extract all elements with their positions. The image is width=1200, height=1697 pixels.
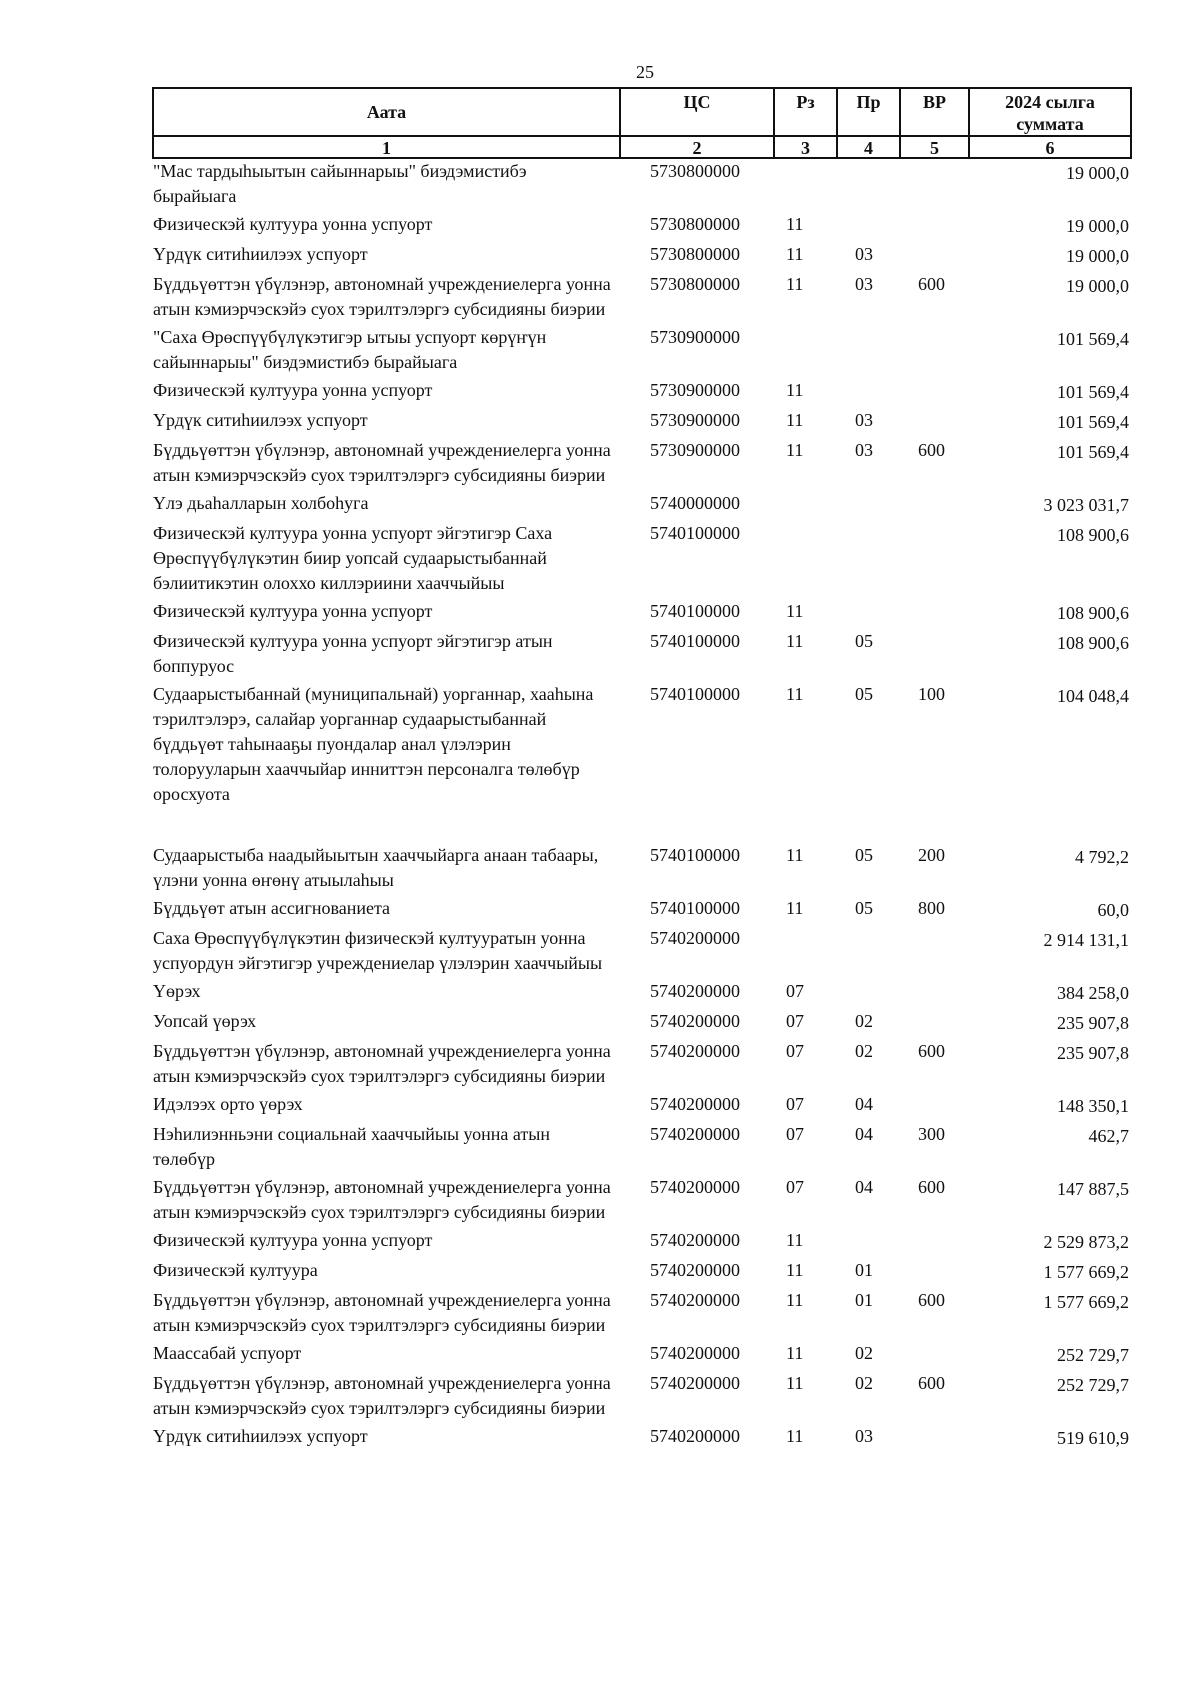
- row-pr-cell: 01: [855, 1290, 873, 1310]
- row-cs-cell: 5740200000: [650, 1373, 740, 1393]
- row-rz-cell: [774, 926, 837, 979]
- table-row: [153, 1039, 1131, 1092]
- row-cs-cell: 5740000000: [650, 493, 740, 513]
- column-number: 1: [153, 136, 620, 158]
- table-row: [153, 1175, 1131, 1228]
- row-sum-cell: 148 350,1: [1057, 1096, 1129, 1116]
- row-pr-cell: [837, 979, 900, 1009]
- table-row: [153, 521, 1131, 599]
- row-rz-cell: 11: [786, 845, 804, 865]
- row-name-cell: Физическэй култуура уонна успуорт: [153, 601, 433, 621]
- row-name-cell: Физическэй култуура: [153, 1260, 318, 1280]
- row-cs-cell: 5740200000: [650, 1343, 740, 1363]
- row-vr-cell: [900, 926, 969, 979]
- row-cs-cell: 5740100000: [650, 898, 740, 918]
- row-sum-cell: 462,7: [1088, 1126, 1129, 1146]
- row-sum-cell: 384 258,0: [1057, 983, 1129, 1003]
- row-cs-cell: 5740100000: [650, 631, 740, 651]
- row-vr-cell: [900, 521, 969, 599]
- row-name-cell: Физическэй култуура уонна успуорт: [153, 214, 433, 234]
- row-sum-cell: 108 900,6: [1057, 633, 1129, 653]
- row-pr-cell: 03: [855, 410, 873, 430]
- table-row: [153, 979, 1131, 1009]
- row-pr-cell: 03: [855, 244, 873, 264]
- row-cs-cell: 5740200000: [650, 1124, 740, 1144]
- row-sum-cell: 519 610,9: [1057, 1428, 1129, 1448]
- row-rz-cell: 07: [786, 1094, 804, 1114]
- row-pr-cell: 03: [855, 1426, 873, 1446]
- row-cs-cell: 5730900000: [650, 380, 740, 400]
- page-number: 25: [636, 62, 654, 82]
- row-name-cell: Үрдүк ситиһиилээх успуорт: [153, 1426, 368, 1446]
- row-cs-cell: 5740200000: [650, 1041, 740, 1061]
- row-name-cell: Бүддьүөттэн үбүлэнэр, автономнай учреждениелерга уонна атын кэмиэрчэскэйэ суох тэрилтэлэргэ субсидияны биэрии: [153, 1290, 611, 1335]
- row-vr-cell: [900, 979, 969, 1009]
- row-name-cell: Үөрэх: [153, 981, 201, 1001]
- row-vr-cell: 600: [918, 274, 945, 294]
- row-vr-cell: [900, 629, 969, 682]
- table-row: [153, 1258, 1131, 1288]
- row-rz-cell: 11: [786, 410, 804, 430]
- row-sum-cell: 101 569,4: [1057, 442, 1129, 462]
- row-vr-cell: [900, 212, 969, 242]
- table-row: [153, 272, 1131, 325]
- row-vr-cell: [900, 1092, 969, 1122]
- row-sum-cell: 101 569,4: [1057, 412, 1129, 432]
- table-row: [153, 843, 1131, 896]
- row-name-cell: "Саха Өрөспүүбүлүкэтигэр ытыы успуорт көрүҥүн сайыннарыы" биэдэмистибэ бырайыага: [153, 327, 547, 372]
- header-pr: Пр: [837, 88, 900, 136]
- row-sum-cell: 1 577 669,2: [1043, 1292, 1129, 1312]
- row-cs-cell: 5740100000: [650, 523, 740, 543]
- row-rz-cell: 07: [786, 1124, 804, 1144]
- row-rz-cell: [774, 521, 837, 599]
- row-pr-cell: [837, 158, 900, 212]
- table-row: [153, 1122, 1131, 1175]
- row-sum-cell: 101 569,4: [1057, 329, 1129, 349]
- row-pr-cell: [837, 325, 900, 378]
- row-cs-cell: 5740100000: [650, 845, 740, 865]
- row-pr-cell: 04: [855, 1124, 873, 1144]
- row-sum-cell: 1 577 669,2: [1043, 1262, 1129, 1282]
- row-pr-cell: 05: [855, 684, 873, 704]
- row-cs-cell: 5740100000: [650, 684, 740, 704]
- row-cs-cell: 5730800000: [650, 274, 740, 294]
- row-vr-cell: 200: [918, 845, 945, 865]
- row-cs-cell: 5740200000: [650, 981, 740, 1001]
- row-cs-cell: 5730900000: [650, 440, 740, 460]
- row-pr-cell: [837, 599, 900, 629]
- table-row: [153, 629, 1131, 682]
- row-vr-cell: 300: [918, 1124, 945, 1144]
- table-row: [153, 378, 1131, 408]
- table-row: [153, 408, 1131, 438]
- row-vr-cell: 600: [918, 1373, 945, 1393]
- row-name-cell: Уопсай үөрэх: [153, 1011, 257, 1031]
- header-rz: Рз: [774, 88, 837, 136]
- row-cs-cell: 5730900000: [650, 410, 740, 430]
- row-vr-cell: [900, 599, 969, 629]
- table-row: [153, 491, 1131, 521]
- row-vr-cell: 800: [918, 898, 945, 918]
- row-rz-cell: 11: [786, 1426, 804, 1446]
- header-vr: ВР: [900, 88, 969, 136]
- row-sum-cell: 235 907,8: [1057, 1043, 1129, 1063]
- row-sum-cell: 60,0: [1097, 900, 1129, 920]
- row-pr-cell: 02: [855, 1343, 873, 1363]
- row-pr-cell: 04: [855, 1094, 873, 1114]
- table-row: [153, 1424, 1131, 1454]
- row-rz-cell: 07: [786, 1177, 804, 1197]
- row-name-cell: Саха Өрөспүүбүлүкэтин физическэй култууратын уонна успуордун эйгэтигэр учреждениелар үлэлэрин хааччыйыы: [153, 928, 603, 973]
- table-row: [153, 242, 1131, 272]
- table-row: [153, 1228, 1131, 1258]
- table-row: [153, 1371, 1131, 1424]
- row-vr-cell: [900, 325, 969, 378]
- row-pr-cell: 02: [855, 1041, 873, 1061]
- row-name-cell: Бүддьүөттэн үбүлэнэр, автономнай учреждениелерга уонна атын кэмиэрчэскэйэ суох тэрилтэлэргэ субсидияны биэрии: [153, 1177, 611, 1222]
- row-pr-cell: 02: [855, 1011, 873, 1031]
- row-name-cell: Бүддьүөттэн үбүлэнэр, автономнай учреждениелерга уонна атын кэмиэрчэскэйэ суох тэрилтэлэргэ субсидияны биэрии: [153, 274, 611, 319]
- table-row: [153, 1009, 1131, 1039]
- row-rz-cell: 11: [786, 601, 804, 621]
- row-rz-cell: 07: [786, 1011, 804, 1031]
- row-sum-cell: 235 907,8: [1057, 1013, 1129, 1033]
- row-cs-cell: 5740200000: [650, 1426, 740, 1446]
- row-sum-cell: 252 729,7: [1057, 1375, 1129, 1395]
- row-rz-cell: 11: [786, 274, 804, 294]
- row-sum-cell: 2 529 873,2: [1043, 1232, 1129, 1252]
- row-rz-cell: 07: [786, 981, 804, 1001]
- row-rz-cell: 11: [786, 440, 804, 460]
- row-rz-cell: 11: [786, 1260, 804, 1280]
- row-sum-cell: 108 900,6: [1057, 525, 1129, 545]
- row-rz-cell: [774, 491, 837, 521]
- row-pr-cell: [837, 378, 900, 408]
- row-pr-cell: 03: [855, 274, 873, 294]
- row-vr-cell: [900, 158, 969, 212]
- row-vr-cell: [900, 1258, 969, 1288]
- row-name-cell: Бүддьүөттэн үбүлэнэр, автономнай учреждениелерга уонна атын кэмиэрчэскэйэ суох тэрилтэлэргэ субсидияны биэрии: [153, 1041, 611, 1086]
- row-rz-cell: [774, 325, 837, 378]
- header-sum: 2024 сылга суммата: [969, 88, 1131, 136]
- row-name-cell: Үрдүк ситиһиилээх успуорт: [153, 244, 368, 264]
- row-cs-cell: 5740200000: [650, 1230, 740, 1250]
- table-row: [153, 682, 1131, 843]
- row-vr-cell: [900, 1009, 969, 1039]
- row-sum-cell: 19 000,0: [1066, 216, 1129, 236]
- row-rz-cell: 11: [786, 1230, 804, 1250]
- row-cs-cell: 5740200000: [650, 1177, 740, 1197]
- row-cs-cell: 5730800000: [650, 214, 740, 234]
- row-rz-cell: 11: [786, 1373, 804, 1393]
- row-name-cell: Физическэй култуура уонна успуорт эйгэтигэр атын боппуруос: [153, 631, 553, 676]
- row-vr-cell: [900, 242, 969, 272]
- row-cs-cell: 5740200000: [650, 1011, 740, 1031]
- row-sum-cell: 104 048,4: [1057, 686, 1129, 706]
- row-pr-cell: [837, 521, 900, 599]
- row-rz-cell: 11: [786, 1343, 804, 1363]
- column-number: 3: [774, 136, 837, 158]
- row-name-cell: Физическэй култуура уонна успуорт: [153, 380, 433, 400]
- row-vr-cell: [900, 1424, 969, 1454]
- row-rz-cell: [774, 158, 837, 212]
- row-sum-cell: 19 000,0: [1066, 276, 1129, 296]
- table-header: [153, 88, 1131, 158]
- row-rz-cell: 11: [786, 1290, 804, 1310]
- row-sum-cell: 252 729,7: [1057, 1345, 1129, 1365]
- table-row: [153, 896, 1131, 926]
- row-name-cell: Үрдүк ситиһиилээх успуорт: [153, 410, 368, 430]
- table-row: [153, 926, 1131, 979]
- table-row: [153, 158, 1131, 212]
- row-sum-cell: 3 023 031,7: [1043, 495, 1129, 515]
- row-name-cell: Судаарыстыбаннай (муниципальнай) уорганнар, хааһына тэрилтэлэрэ, салайар уорганнар судаарыстыбаннай бүддьүөт таһынааҕы пуондалар анал үлэлэрин толорууларын хааччыйар инниттэн персоналга төлөбүр оросхуота: [153, 684, 594, 804]
- row-sum-cell: 147 887,5: [1057, 1179, 1129, 1199]
- row-name-cell: Маассабай успуорт: [153, 1343, 302, 1363]
- row-rz-cell: 11: [786, 380, 804, 400]
- row-name-cell: Бүддьүөттэн үбүлэнэр, автономнай учреждениелерга уонна атын кэмиэрчэскэйэ суох тэрилтэлэргэ субсидияны биэрии: [153, 1373, 611, 1418]
- row-pr-cell: [837, 926, 900, 979]
- row-vr-cell: [900, 491, 969, 521]
- row-pr-cell: [837, 212, 900, 242]
- row-rz-cell: 11: [786, 684, 804, 704]
- row-cs-cell: 5740200000: [650, 1290, 740, 1310]
- table-body: [153, 158, 1131, 1454]
- row-sum-cell: 19 000,0: [1066, 163, 1129, 183]
- table-row: [153, 1341, 1131, 1371]
- row-vr-cell: 600: [918, 1290, 945, 1310]
- row-cs-cell: 5730800000: [650, 161, 740, 181]
- row-pr-cell: 04: [855, 1177, 873, 1197]
- row-rz-cell: 07: [786, 1041, 804, 1061]
- row-pr-cell: [837, 1228, 900, 1258]
- row-pr-cell: 02: [855, 1373, 873, 1393]
- row-vr-cell: 600: [918, 1041, 945, 1061]
- row-rz-cell: 11: [786, 898, 804, 918]
- row-cs-cell: 5740100000: [650, 601, 740, 621]
- table-row: [153, 1288, 1131, 1341]
- row-cs-cell: 5730800000: [650, 244, 740, 264]
- row-vr-cell: [900, 1228, 969, 1258]
- row-sum-cell: 19 000,0: [1066, 246, 1129, 266]
- header-name: Аата: [153, 88, 620, 136]
- column-number: 6: [969, 136, 1131, 158]
- row-sum-cell: 101 569,4: [1057, 382, 1129, 402]
- row-cs-cell: 5730900000: [650, 327, 740, 347]
- row-vr-cell: 600: [918, 440, 945, 460]
- row-pr-cell: 05: [855, 631, 873, 651]
- table-row: [153, 212, 1131, 242]
- column-number: 4: [837, 136, 900, 158]
- row-cs-cell: 5740200000: [650, 1094, 740, 1114]
- row-pr-cell: 05: [855, 845, 873, 865]
- row-vr-cell: [900, 408, 969, 438]
- row-vr-cell: 100: [918, 684, 945, 704]
- row-vr-cell: 600: [918, 1177, 945, 1197]
- row-name-cell: Физическэй култуура уонна успуорт: [153, 1230, 433, 1250]
- row-cs-cell: 5740200000: [650, 928, 740, 948]
- row-name-cell: Бүддьүөт атын ассигнованиета: [153, 898, 391, 918]
- column-number: 5: [900, 136, 969, 158]
- row-sum-cell: 2 914 131,1: [1043, 930, 1129, 950]
- row-pr-cell: 05: [855, 898, 873, 918]
- row-cs-cell: 5740200000: [650, 1260, 740, 1280]
- row-vr-cell: [900, 1341, 969, 1371]
- row-name-cell: Физическэй култуура уонна успуорт эйгэтигэр Саха Өрөспүүбүлүкэтин биир уопсай судаарыстыбаннай бэлиитикэтин олоххо киллэриини хааччыйыы: [153, 523, 553, 593]
- table-row: [153, 599, 1131, 629]
- row-name-cell: "Мас тардыһыытын сайыннарыы" биэдэмистибэ бырайыага: [153, 161, 527, 206]
- row-name-cell: Судаарыстыба наадыйыытын хааччыйарга анаан табаары, үлэни уонна өҥөнү атыылаһыы: [153, 845, 599, 890]
- row-rz-cell: 11: [786, 214, 804, 234]
- table-row: [153, 1092, 1131, 1122]
- row-pr-cell: 01: [855, 1260, 873, 1280]
- row-rz-cell: 11: [786, 244, 804, 264]
- budget-table: [152, 87, 1132, 1454]
- table-row: [153, 438, 1131, 491]
- row-pr-cell: 03: [855, 440, 873, 460]
- row-name-cell: Бүддьүөттэн үбүлэнэр, автономнай учреждениелерга уонна атын кэмиэрчэскэйэ суох тэрилтэлэргэ субсидияны биэрии: [153, 440, 611, 485]
- row-sum-cell: 108 900,6: [1057, 603, 1129, 623]
- header-cs: ЦС: [620, 88, 774, 136]
- row-name-cell: Үлэ дьаһалларын холбоһуга: [153, 493, 369, 513]
- row-rz-cell: 11: [786, 631, 804, 651]
- row-sum-cell: 4 792,2: [1075, 847, 1129, 867]
- row-name-cell: Идэлээх орто үөрэх: [153, 1094, 303, 1114]
- row-vr-cell: [900, 378, 969, 408]
- row-pr-cell: [837, 491, 900, 521]
- row-name-cell: Нэһилиэнньэни социальнай хааччыйыы уонна атын төлөбүр: [153, 1124, 550, 1169]
- column-number: 2: [620, 136, 774, 158]
- table-row: [153, 325, 1131, 378]
